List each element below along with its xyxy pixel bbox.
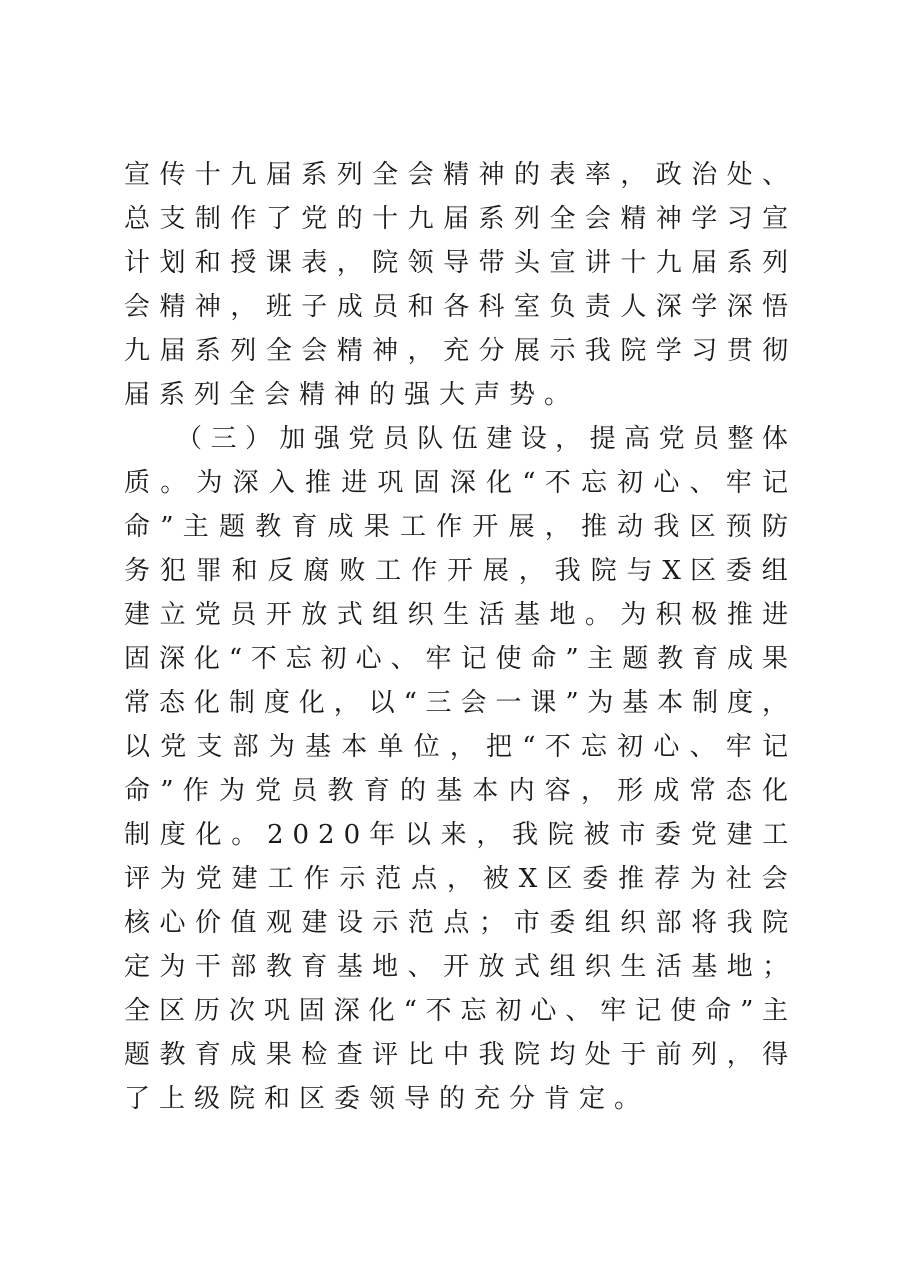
paragraph-2-line: 制 度 化 。 2 0 2 0 年 以 来 ， 我 院 被 市 委 党 建 工 <box>124 820 788 850</box>
paragraph-2-line: 全 区 历 次 巩 固 深 化 “ 不 忘 初 心 、 牢 记 使 命 ” 主 <box>124 996 788 1026</box>
paragraph-2-line: 质 。 为 深 入 推 进 巩 固 深 化 “ 不 忘 初 心 、 牢 记 <box>124 468 788 498</box>
paragraph-2-line: 务 犯 罪 和 反 腐 败 工 作 开 展 ， 我 院 与 X 区 委 组 <box>124 556 788 586</box>
paragraph-2-line: 常 态 化 制 度 化 ， 以 “ 三 会 一 课 ” 为 基 本 制 度 ， <box>124 688 788 718</box>
paragraph-2-line: 题 教 育 成 果 检 查 评 比 中 我 院 均 处 于 前 列 ， 得 <box>124 1040 788 1070</box>
paragraph-1-line: 会 精 神 ， 班 子 成 员 和 各 科 室 负 责 人 深 学 深 悟 <box>124 292 788 322</box>
paragraph-2 <box>124 417 788 1121</box>
paragraph-1 <box>124 153 788 417</box>
paragraph-1-line: 总 支 制 作 了 党 的 十 九 届 系 列 全 会 精 神 学 习 宣 <box>124 204 788 234</box>
paragraph-2-line: 命 ” 作 为 党 员 教 育 的 基 本 内 容 ， 形 成 常 态 化 <box>124 776 788 806</box>
paragraph-2-line: 定 为 干 部 教 育 基 地 、 开 放 式 组 织 生 活 基 地 ； <box>124 952 788 982</box>
paragraph-1-line: 届系列全会精神的强大声势。 <box>124 380 580 410</box>
paragraph-2-line: 固 深 化 “ 不 忘 初 心 、 牢 记 使 命 ” 主 题 教 育 成 果 <box>124 644 788 674</box>
paragraph-2-line: 了上级院和区委领导的充分肯定。 <box>124 1084 650 1114</box>
paragraph-1-line: 宣 传 十 九 届 系 列 全 会 精 神 的 表 率 ， 政 治 处 、 <box>124 160 788 190</box>
paragraph-2-line: 核 心 价 值 观 建 设 示 范 点 ； 市 委 组 织 部 将 我 院 <box>124 908 788 938</box>
paragraph-2-line: （ 三 ） 加 强 党 员 队 伍 建 设 ， 提 高 党 员 整 体 <box>176 424 788 454</box>
paragraph-2-line: 建 立 党 员 开 放 式 组 织 生 活 基 地 。 为 积 极 推 进 <box>124 600 788 630</box>
paragraph-1-line: 九 届 系 列 全 会 精 神 ， 充 分 展 示 我 院 学 习 贯 彻 <box>124 336 788 366</box>
paragraph-2-line: 以 党 支 部 为 基 本 单 位 ， 把 “ 不 忘 初 心 、 牢 记 <box>124 732 788 762</box>
paragraph-1-line: 计 划 和 授 课 表 ， 院 领 导 带 头 宣 讲 十 九 届 系 列 <box>124 248 788 278</box>
paragraph-2-line: 命 ” 主 题 教 育 成 果 工 作 开 展 ， 推 动 我 区 预 防 <box>124 512 788 542</box>
paragraph-2-line: 评 为 党 建 工 作 示 范 点 ， 被 X 区 委 推 荐 为 社 会 <box>124 864 788 894</box>
